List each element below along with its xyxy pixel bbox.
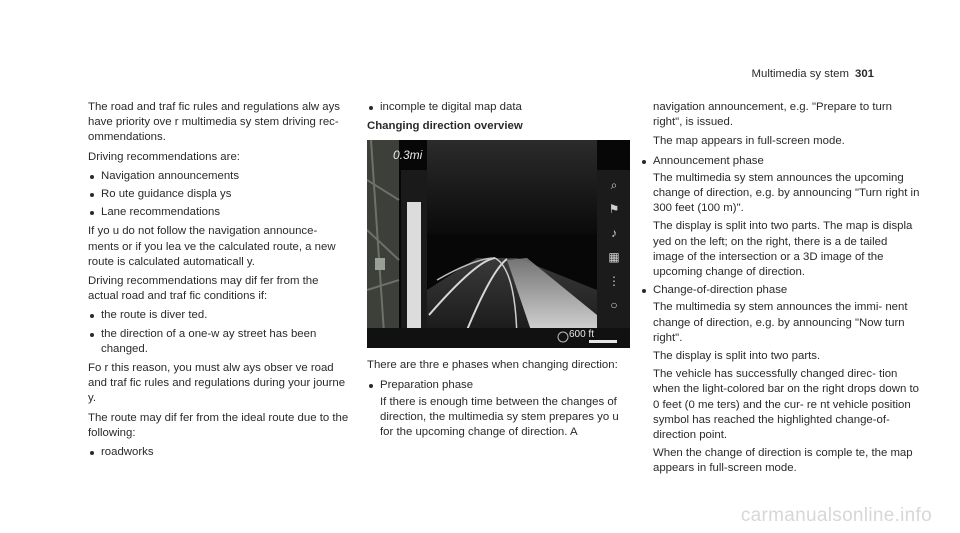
navigation-screen-image (367, 140, 630, 348)
bullet-list (88, 308, 350, 357)
page-header (752, 68, 875, 80)
paragraph: Fo r this reason, you must alw ays obser ve road and traf fic rules and regulations during your journe y. (88, 362, 346, 405)
phase-description: If there is enough time between the changes of direction, the multimedia sy stem prepares yo u for the upcoming change of direction. A (380, 395, 619, 439)
list-item (640, 283, 920, 476)
bullet-list (367, 378, 629, 441)
phase-description: The vehicle has successfully changed direc- tion when the light-colored bar on the right drops down to 0 feet (0 me ters) and the cur- re nt vehicle position symbol has reached the highlighted change-of-direction point. (653, 368, 919, 442)
list-item (640, 154, 920, 281)
paragraph: navigation announcement, e.g. "Prepare to turn right", is issued. (653, 101, 892, 129)
section-heading: Changing direction overview (367, 120, 523, 133)
audio-icon: ♪ (611, 226, 617, 241)
bullet-list (367, 100, 629, 115)
list-item: Lane recommendations (88, 205, 350, 220)
flag-icon: ⚑ (608, 202, 620, 217)
circle-icon: ○ (610, 298, 618, 313)
list-item: roadworks (88, 445, 350, 460)
bullet-list (88, 169, 350, 221)
column-left (88, 100, 350, 464)
search-icon: ⌕ (610, 178, 618, 193)
phase-label: Change-of-direction phase (653, 284, 788, 297)
options-icon: ⋮ (608, 274, 620, 289)
distance-readout-bottom: 600 ft (568, 329, 594, 341)
bullet-list (640, 154, 920, 477)
list-item: incomple te digital map data (367, 100, 629, 115)
paragraph: The route may dif fer from the ideal route due to the following: (88, 411, 349, 439)
list-item: the route is diver ted. (88, 308, 350, 323)
list-item (367, 378, 629, 441)
list-item: Navigation announcements (88, 169, 350, 184)
phase-description: When the change of direction is comple te, the map appears in full-screen mode. (653, 447, 913, 475)
paragraph: If yo u do not follow the navigation announce- ments or if you lea ve the calculated route, a new route is calculated automaticall y. (88, 225, 336, 268)
phase-description: The display is split into two parts. (653, 350, 821, 363)
bullet-list (88, 445, 350, 460)
list-item: Ro ute guidance displa ys (88, 187, 350, 202)
watermark: carmanualsonline.info (740, 505, 932, 526)
phase-description: The multimedia sy stem announces the upcoming change of direction, e.g. by announcing "Turn right in 300 feet (100 m)". (653, 171, 920, 215)
distance-readout: 0.3mi (393, 148, 423, 163)
road-illustration (367, 140, 630, 348)
paragraph: The road and traf fic rules and regulations alw ays have priority ove r multimedia sy stem driving rec- ommendations. (88, 101, 340, 144)
column-right (640, 100, 920, 481)
paragraph: Driving recommendations are: (88, 150, 240, 163)
paragraph: The map appears in full-screen mode. (653, 135, 845, 148)
column-middle (367, 100, 629, 444)
phase-label: Announcement phase (653, 154, 764, 167)
phase-description: The multimedia sy stem announces the immi- nent change of direction, e.g. by announcing "Now turn right". (653, 301, 908, 344)
section-title: Multimedia sy stem (751, 68, 849, 80)
paragraph: There are thre e phases when changing direction: (367, 359, 618, 372)
phase-label: Preparation phase (380, 378, 474, 391)
list-item: the direction of a one-w ay street has been changed. (88, 327, 350, 357)
paragraph: Driving recommendations may dif fer from the actual road and traf fic conditions if: (88, 275, 319, 303)
page-number: 301 (854, 68, 874, 80)
phase-description: The display is split into two parts. The map is displa yed on the left; on the right, there is a de tailed image of the intersection or a 3D image of the upcoming change of direction. (653, 220, 913, 279)
map-icon: ▦ (608, 250, 620, 265)
